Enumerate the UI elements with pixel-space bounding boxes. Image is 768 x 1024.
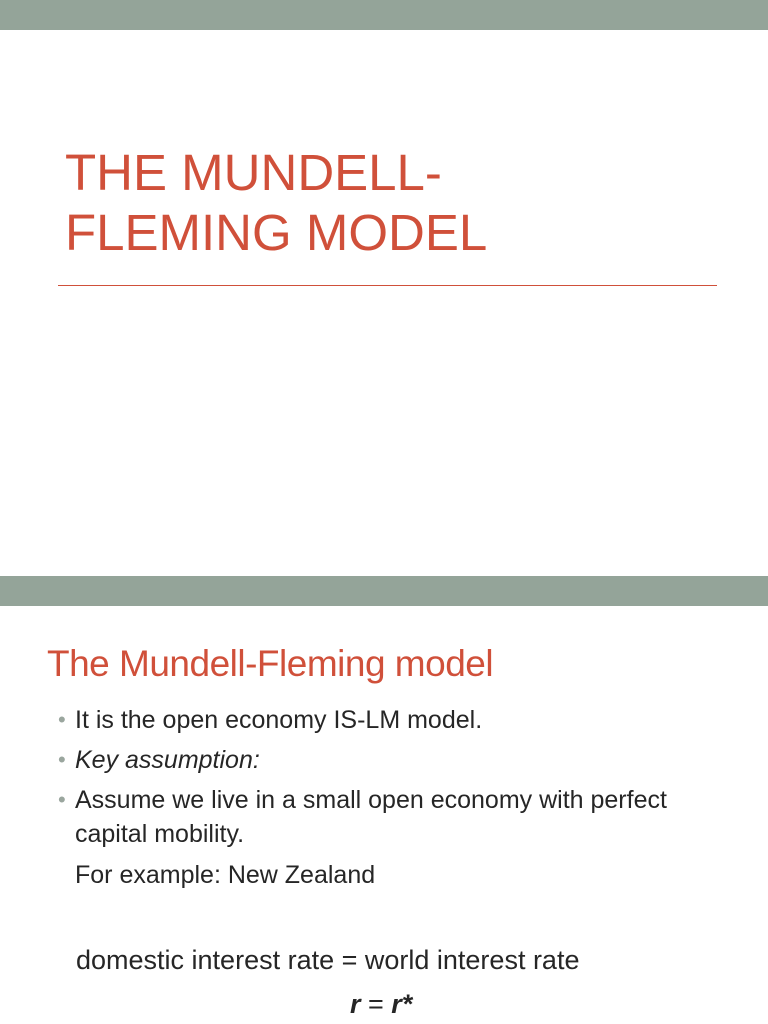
equation-formula <box>350 986 412 1022</box>
slide1-title-line2: FLEMING MODEL <box>65 204 488 261</box>
bullet-text: Key assumption: <box>75 746 260 774</box>
top-accent-bar <box>0 0 768 30</box>
bullet-icon: • <box>58 787 66 812</box>
slide1-title <box>65 143 725 263</box>
list-item <box>58 743 718 777</box>
example-text: For example: New Zealand <box>75 861 376 889</box>
bullet-text: It is the open economy IS-LM model. <box>75 706 483 734</box>
equation-rhs: r* <box>391 989 413 1019</box>
slide-separator-bar <box>0 576 768 606</box>
bullet-icon: • <box>58 707 66 732</box>
bullet-list <box>58 703 718 857</box>
equation-lhs: r <box>350 989 361 1019</box>
bullet-icon: • <box>58 747 66 772</box>
slide1-title-line1: THE MUNDELL- <box>65 144 442 201</box>
title-divider <box>58 285 717 286</box>
bullet-text: Assume we live in a small open economy with perfect capital mobility. <box>75 786 667 848</box>
list-item <box>58 783 718 851</box>
equation-equals: = <box>360 989 392 1019</box>
list-item <box>58 703 718 737</box>
slide2-title: The Mundell-Fleming model <box>47 643 494 684</box>
equation-description: domestic interest rate = world interest rate <box>76 945 580 975</box>
